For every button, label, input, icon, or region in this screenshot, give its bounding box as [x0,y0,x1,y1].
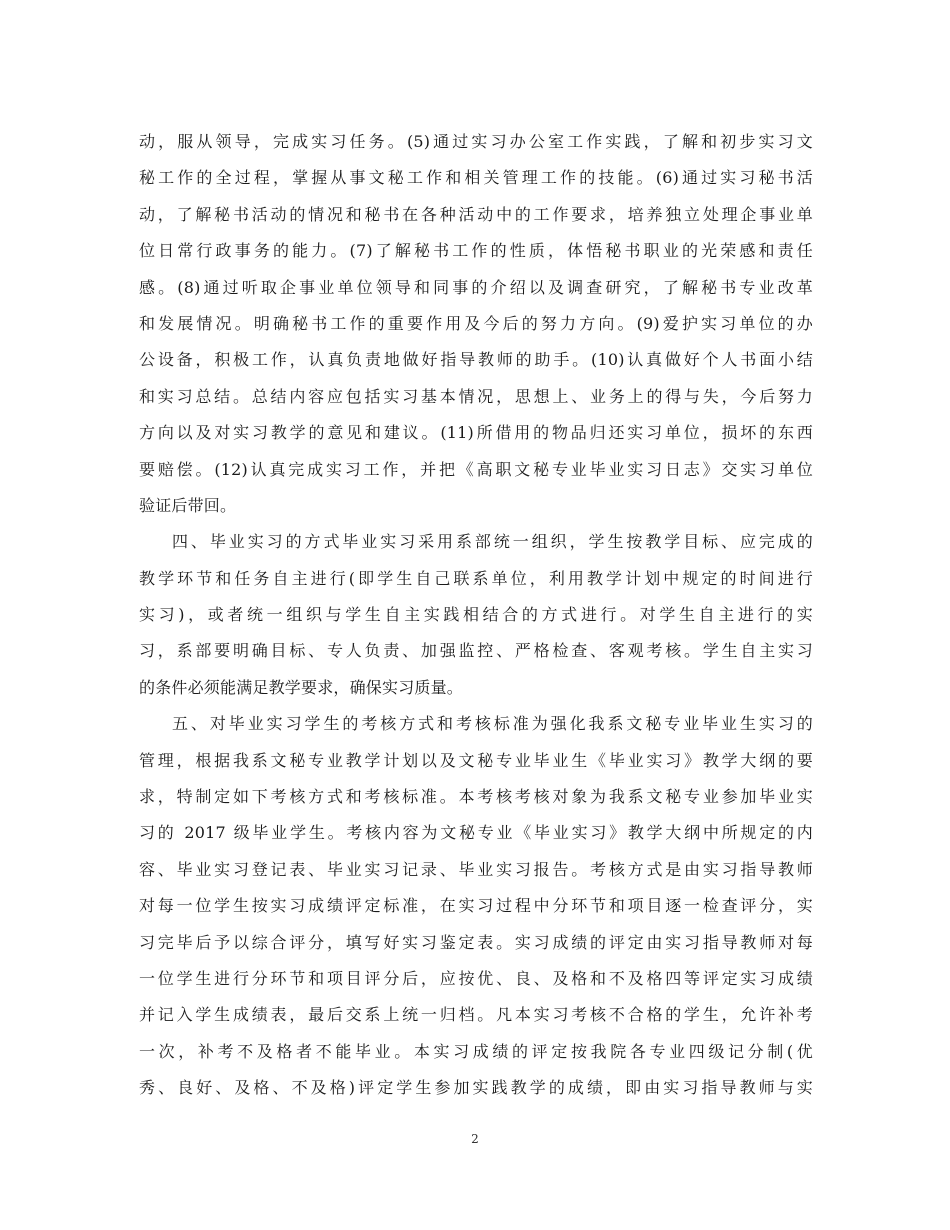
body-text [139,124,813,1107]
text-line-20: 习的 2017 级毕业学生。考核内容为文秘专业《毕业实习》教学大纲中所规定的内 [139,823,813,843]
text-line-14: 实习)，或者统一组织与学生自主实践相结合的方式进行。对学生自主进行的实 [139,605,813,625]
text-line-17: 五、对毕业实习学生的考核方式和考核标准为强化我系文秘专业毕业生实习的 [172,714,813,734]
text-line-25: 并记入学生成绩表，最后交系上统一归档。凡本实习考核不合格的学生，允许补考 [139,1005,813,1025]
text-line-10: 要赔偿。(12)认真完成实习工作，并把《高职文秘专业毕业实习日志》交实习单位 [139,459,813,479]
text-line-26: 一次，补考不及格者不能毕业。本实习成绩的评定按我院各专业四级记分制(优 [139,1041,813,1061]
text-line-6: 和发展情况。明确秘书工作的重要作用及今后的努力方向。(9)爱护实习单位的办 [139,313,813,333]
text-line-23: 习完毕后予以综合评分，填写好实习鉴定表。实习成绩的评定由实习指导教师对每 [139,932,813,952]
text-line-5: 感。(8)通过听取企事业单位领导和同事的介绍以及调查研究，了解秘书专业改革 [139,277,813,297]
text-line-21: 容、毕业实习登记表、毕业实习记录、毕业实习报告。考核方式是由实习指导教师 [139,859,813,879]
text-line-3: 动，了解秘书活动的情况和秘书在各种活动中的工作要求，培养独立处理企事业单 [139,204,813,224]
text-line-2: 秘工作的全过程，掌握从事文秘工作和相关管理工作的技能。(6)通过实习秘书活 [139,168,813,188]
text-line-27: 秀、良好、及格、不及格)评定学生参加实践教学的成绩，即由实习指导教师与实 [139,1078,813,1098]
text-line-15: 习，系部要明确目标、专人负责、加强监控、严格检查、客观考核。学生自主实习 [139,641,813,661]
text-line-16: 的条件必须能满足教学要求，确保实习质量。 [139,677,464,697]
text-line-19: 求，特制定如下考核方式和考核标准。本考核考核对象为我系文秘专业参加毕业实 [139,787,813,807]
text-line-4: 位日常行政事务的能力。(7)了解秘书工作的性质，体悟秘书职业的光荣感和责任 [139,241,813,261]
text-line-18: 管理，根据我系文秘专业教学计划以及文秘专业毕业生《毕业实习》教学大纲的要 [139,750,813,770]
text-line-22: 对每一位学生按实习成绩评定标准，在实习过程中分环节和项目逐一检查评分，实 [139,896,813,916]
text-line-1: 动，服从领导，完成实习任务。(5)通过实习办公室工作实践，了解和初步实习文 [139,132,813,151]
text-line-12: 四、毕业实习的方式毕业实习采用系部统一组织，学生按教学目标、应完成的 [172,532,813,552]
text-line-7: 公设备，积极工作，认真负责地做好指导教师的助手。(10)认真做好个人书面小结 [139,350,813,370]
page-number: 2 [471,1132,479,1146]
text-line-24: 一位学生进行分环节和项目评分后，应按优、良、及格和不及格四等评定实习成绩 [139,968,813,988]
text-line-13: 教学环节和任务自主进行(即学生自己联系单位，利用教学计划中规定的时间进行 [139,568,813,588]
text-line-11: 验证后带回。 [139,495,237,515]
text-line-8: 和实习总结。总结内容应包括实习基本情况，思想上、业务上的得与失，今后努力 [139,386,813,406]
text-line-9: 方向以及对实习教学的意见和建议。(11)所借用的物品归还实习单位，损坏的东西 [139,423,813,443]
